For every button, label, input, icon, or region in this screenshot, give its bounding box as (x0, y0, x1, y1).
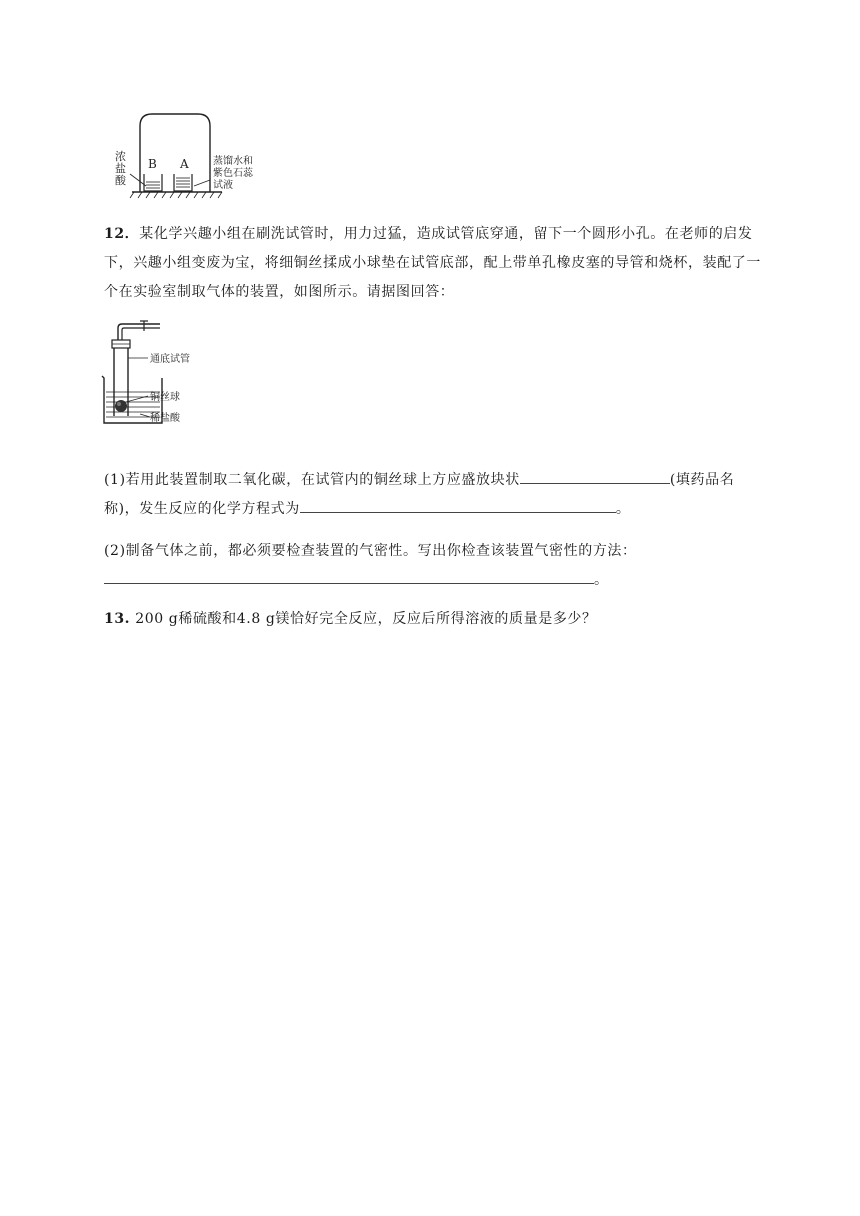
question-12-number: 12． (104, 226, 140, 242)
beaker-a-label: A (180, 157, 189, 171)
part-1-end: 。 (615, 501, 631, 517)
right-label-3: 试液 (213, 180, 233, 191)
question-13-text: 200 g稀硫酸和4.8 g镁恰好完全反应，反应后所得溶液的质量是多少？ (130, 611, 597, 627)
right-label-1: 蒸馏水和 (213, 156, 253, 167)
beaker-b-label: B (148, 157, 157, 171)
apparatus-figure (100, 318, 210, 428)
answer-blank-reagent[interactable] (520, 469, 670, 484)
question-12-text: 某化学兴趣小组在刷洗试管时，用力过猛，造成试管底穿通，留下一个圆形小孔。在老师的启发下，兴趣小组变废为宝，将细铜丝揉成小球垫在试管底部，配上带单孔橡皮塞的导管和烧杯，装配了一个在实验室制取气体的装置，如图所示。请据图回答： (104, 226, 761, 300)
bell-jar-figure (110, 108, 270, 200)
left-label-3: 酸 (115, 174, 126, 187)
question-13 (104, 605, 764, 634)
part-1-text-a: (1)若用此装置制取二氧化碳，在试管内的铜丝球上方应盛放块状 (104, 472, 520, 488)
left-label-1: 浓 (115, 150, 126, 163)
part-1-text-b: (填药品名称)，发生反应的化学方程式为 (104, 472, 735, 517)
part-2-end: 。 (594, 572, 609, 588)
answer-blank-method[interactable] (104, 569, 594, 584)
part-2-text: (2)制备气体之前，都必须要检查装置的气密性。写出你检查该装置气密性的方法： (104, 543, 637, 559)
answer-blank-equation[interactable] (300, 498, 616, 513)
label-ball: 铜丝球 (150, 392, 180, 403)
question-12-part-1 (104, 466, 764, 524)
left-label-2: 盐 (115, 162, 126, 175)
right-label-2: 紫色石蕊 (213, 168, 253, 179)
bell-jar-diagram (110, 108, 270, 200)
question-13-number: 13. (104, 611, 131, 627)
apparatus-diagram (100, 318, 210, 428)
label-acid: 稀盐酸 (150, 413, 180, 424)
question-12-part-2 (104, 537, 764, 595)
label-tube: 通底试管 (150, 354, 190, 365)
question-12 (104, 220, 764, 307)
